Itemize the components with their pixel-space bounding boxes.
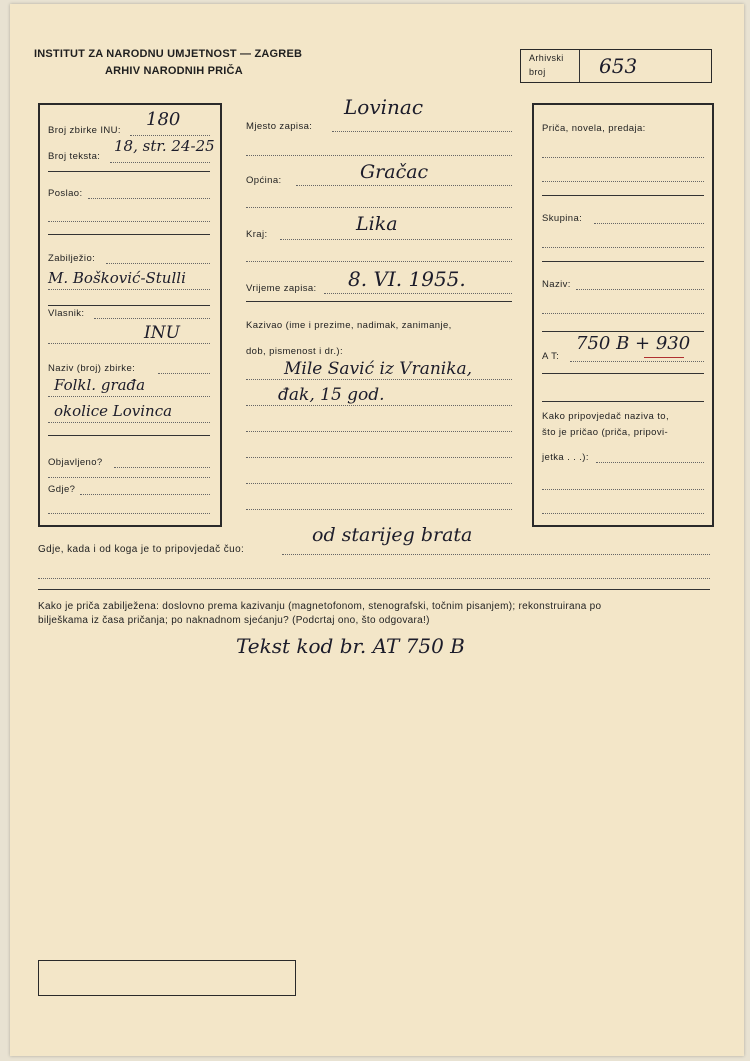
collection-number-value: 180 bbox=[146, 109, 181, 130]
method-note: Tekst kod br. AT 750 B bbox=[236, 634, 465, 658]
date-value: 8. VI. 1955. bbox=[348, 267, 466, 291]
archive-number-label-2: broj bbox=[529, 67, 546, 77]
narrator-value-2: đak, 15 god. bbox=[278, 385, 385, 405]
collection-name-value-1: Folkl. građa bbox=[54, 376, 146, 394]
sent-by-label: Poslao: bbox=[48, 188, 83, 199]
where-label: Gdje? bbox=[48, 484, 76, 495]
narrator-name-label-3: jetka . . .): bbox=[542, 452, 589, 463]
collection-name-value-2: okolice Lovinca bbox=[54, 402, 173, 420]
institute-title: INSTITUT ZA NARODNU UMJETNOST — ZAGREB bbox=[34, 48, 303, 60]
left-info-box bbox=[38, 103, 222, 527]
right-info-box bbox=[532, 103, 714, 527]
name-label: Naziv: bbox=[542, 279, 571, 290]
date-label: Vrijeme zapisa: bbox=[246, 283, 317, 294]
collection-name-label: Naziv (broj) zbirke: bbox=[48, 363, 136, 374]
group-label: Skupina: bbox=[542, 213, 583, 224]
narrator-label: Kazivao (ime i prezime, nadimak, zanimanje, bbox=[246, 320, 452, 331]
narrator-name-label-2: što je pričao (priča, pripovi- bbox=[542, 427, 669, 438]
region-label: Kraj: bbox=[246, 229, 268, 240]
municipality-label: Općina: bbox=[246, 175, 282, 186]
archive-number-box bbox=[520, 49, 712, 83]
region-value: Lika bbox=[356, 213, 398, 235]
archive-title: ARHIV NARODNIH PRIČA bbox=[105, 65, 243, 77]
text-number-label: Broj teksta: bbox=[48, 151, 101, 162]
collection-number-label: Broj zbirke INU: bbox=[48, 125, 121, 136]
published-label: Objavljeno? bbox=[48, 457, 103, 468]
recorded-by-label: Zabilježio: bbox=[48, 253, 96, 264]
middle-info-section bbox=[220, 95, 532, 523]
owner-value: INU bbox=[144, 323, 180, 343]
at-underline bbox=[644, 357, 684, 358]
place-label: Mjesto zapisa: bbox=[246, 121, 313, 132]
text-number-value: 18, str. 24-25 bbox=[114, 137, 215, 155]
archive-card bbox=[10, 4, 744, 1056]
method-text-1: Kako je priča zabilježena: doslovno prema kazivanju (magnetofonom, stenografski, točnim pisanjem); rekonstruirana po bbox=[38, 601, 602, 612]
bottom-blank-box bbox=[38, 960, 296, 996]
narrator-name-label: Kako pripovjedač naziva to, bbox=[542, 411, 669, 422]
archive-number-label: Arhivski bbox=[529, 53, 564, 63]
municipality-value: Gračac bbox=[360, 161, 429, 183]
at-value: 750 B + 930 bbox=[576, 333, 691, 354]
owner-label: Vlasnik: bbox=[48, 308, 85, 319]
recorded-by-value: M. Bošković-Stulli bbox=[48, 269, 186, 287]
place-value: Lovinac bbox=[344, 95, 424, 119]
method-text-2: bilješkama iz časa pričanja; po naknadnom sjećanju? (Podcrtaj ono, što odgovara!) bbox=[38, 615, 430, 626]
narrator-value-1: Mile Savić iz Vranika, bbox=[284, 359, 473, 379]
genre-label: Priča, novela, predaja: bbox=[542, 123, 646, 134]
narrator-label-2: dob, pismenost i dr.): bbox=[246, 346, 343, 357]
at-label: A T: bbox=[542, 351, 560, 362]
archive-number-value: 653 bbox=[599, 54, 638, 78]
heard-from-value: od starijeg brata bbox=[312, 524, 473, 546]
heard-from-label: Gdje, kada i od koga je to pripovjedač čuo: bbox=[38, 544, 245, 555]
